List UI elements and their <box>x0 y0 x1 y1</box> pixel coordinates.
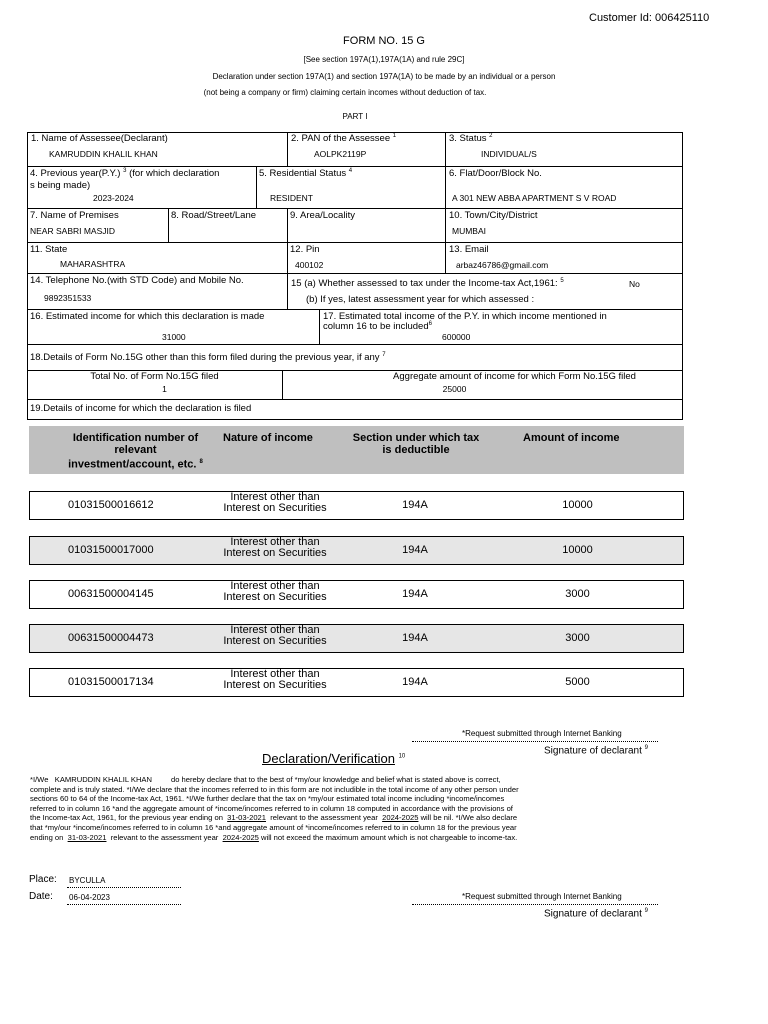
place-line <box>67 887 181 888</box>
row-id: 01031500016612 <box>68 499 154 511</box>
header-amount: Amount of income <box>523 432 620 444</box>
field-14-label: 14. Telephone No.(with STD Code) and Mobile No. <box>30 275 244 286</box>
verification-text: *I/We KAMRUDDIN KHALIL KHAN do hereby declare that to the best of *my/our knowledge and belief what is stated above is correct, complete and is truly stated. *I/We declare that the incomes referred to in this form are not includible in the total income of any other person under sections 60 to 64 of the Income-tax Act, 1961. *I/We further declare that the tax on *my/our estimated total income including *income/incomes referred to in column 16 *and the aggregate amount of *income/incomes referred to in column 18 computed in accordance with the provisions of the Income-tax Act, 1961, for the previous year ending on 31-03-2021 relevant to the assessment year 2024-2025 will be nil. *I/We also declare that *my/our *income/incomes referred to in column 16 *and aggregate amount of *income/incomes referred to in column 18 for the previous year ending on 31-03-2021 relevant to the assessment year 2024-2025 will not exceed the maximum amount which is not chargeable to income-tax. <box>30 775 519 842</box>
signature-label-1: Signature of declarant $^9$ <box>544 745 648 757</box>
customer-id-value: 006425110 <box>655 12 710 24</box>
row-amount: 3000 <box>565 632 590 644</box>
field-16-label: 16. Estimated income for which this declaration is made <box>30 311 265 322</box>
assessed-to-tax-value: No <box>629 279 640 289</box>
field-7-label: 7. Name of Premises <box>30 210 119 221</box>
estimated-total-income: 600000 <box>442 332 471 342</box>
header-section: Section under which tax is deductible <box>352 432 480 456</box>
field-4-label: 4. Previous year(P.Y.) $^3$ (for which declaration <box>30 168 220 180</box>
residential-status: RESIDENT <box>270 193 313 203</box>
place-label: Place: <box>29 874 57 885</box>
row-id: 00631500004145 <box>68 588 154 600</box>
request-note-2: *Request submitted through Internet Banking <box>462 892 622 901</box>
field-9-label: 9. Area/Locality <box>290 210 355 221</box>
field-6-label: 6. Flat/Door/Block No. <box>449 168 542 179</box>
pan-number: AOLPK2119P <box>314 149 367 159</box>
row-section: 194A <box>402 544 428 556</box>
pin-value: 400102 <box>295 260 324 270</box>
field-11-label: 11. State <box>30 244 68 255</box>
customer-id-label: Customer Id: <box>589 12 652 24</box>
field-2-label: 2. PAN of the Assessee $^1$ <box>291 133 397 145</box>
status-value: INDIVIDUAL/S <box>481 149 537 159</box>
field-18-label: 18.Details of Form No.15G other than this form filed during the previous year, if any $^7$ <box>30 352 386 364</box>
declaration-line-1: Declaration under section 197A(1) and section 197A(1A) to be made by an individual or a person <box>212 72 556 81</box>
town-city: MUMBAI <box>452 226 486 236</box>
row-amount: 10000 <box>562 544 593 556</box>
signature-line-1 <box>412 741 658 742</box>
telephone-value: 9892351533 <box>44 293 92 303</box>
field-18-aggregate-label: Aggregate amount of income for which Form No.15G filed <box>393 371 636 382</box>
flat-door-block: A 301 NEW ABBA APARTMENT S V ROAD <box>452 193 617 203</box>
declarant-name: KAMRUDDIN KHALIL KHAN <box>54 775 152 784</box>
form-title: FORM NO. 15 G <box>343 35 425 47</box>
table-row <box>29 580 684 609</box>
place-value: BYCULLA <box>69 876 106 885</box>
field-3-label: 3. Status $^2$ <box>449 133 493 145</box>
customer-id <box>589 12 709 24</box>
date-label: Date: <box>29 891 53 902</box>
verification-title: Declaration/Verification $^{10}$ <box>262 751 406 766</box>
row-id: 01031500017000 <box>68 544 154 556</box>
previous-year: 2023-2024 <box>93 193 134 203</box>
row-section: 194A <box>402 676 428 688</box>
field-15a-label: 15 (a) Whether assessed to tax under the Income-tax Act,1961: $^5$ <box>291 278 564 290</box>
row-id: 01031500017134 <box>68 676 154 688</box>
row-id: 00631500004473 <box>68 632 154 644</box>
income-table-header <box>29 426 684 474</box>
field-18-total-label: Total No. of Form No.15G filed <box>90 371 219 382</box>
header-identification: Identification number of relevant investment/account, etc. $^8$ <box>68 432 203 471</box>
signature-line-2 <box>412 904 658 905</box>
field-8-label: 8. Road/Street/Lane <box>171 210 257 221</box>
row-nature: Interest other than Interest on Securities <box>223 668 327 691</box>
row-nature: Interest other than Interest on Securities <box>223 536 327 559</box>
field-17-label: 17. Estimated total income of the P.Y. in which income mentioned in <box>323 311 607 322</box>
field-4-label-cont: s being made) <box>30 180 91 191</box>
request-note-1: *Request submitted through Internet Banking <box>462 729 622 738</box>
field-12-label: 12. Pin <box>290 244 320 255</box>
field-18-total-value: 1 <box>162 384 167 394</box>
field-15b-label: (b) If yes, latest assessment year for which assessed : <box>306 294 535 305</box>
row-nature: Interest other than Interest on Securities <box>223 491 327 514</box>
field-19-label: 19.Details of income for which the declaration is filed <box>30 403 252 414</box>
estimated-income: 31000 <box>162 332 186 342</box>
date-value: 06-04-2023 <box>69 893 110 902</box>
declaration-line-2: (not being a company or firm) claiming certain incomes without deduction of tax. <box>203 88 487 97</box>
row-amount: 10000 <box>562 499 593 511</box>
signature-label-2: Signature of declarant $^9$ <box>544 908 648 920</box>
header-nature: Nature of income <box>223 432 313 444</box>
row-amount: 5000 <box>565 676 590 688</box>
row-amount: 3000 <box>565 588 590 600</box>
row-nature: Interest other than Interest on Securities <box>223 580 327 603</box>
field-1-label: 1. Name of Assessee(Declarant) <box>31 133 168 144</box>
assessee-name: KAMRUDDIN KHALIL KHAN <box>49 149 158 159</box>
email-value: arbaz46786@gmail.com <box>456 260 549 270</box>
table-row <box>29 624 684 653</box>
table-row <box>29 668 684 697</box>
part-heading: PART I <box>342 112 368 121</box>
section-reference: [See section 197A(1),197A(1A) and rule 29C] <box>303 55 465 64</box>
table-row <box>29 491 684 520</box>
table-row <box>29 536 684 565</box>
field-18-aggregate-value: 25000 <box>442 384 467 394</box>
field-5-label: 5. Residential Status $^4$ <box>259 168 353 180</box>
field-13-label: 13. Email <box>449 244 489 255</box>
row-section: 194A <box>402 588 428 600</box>
field-17-label-cont: column 16 to be included$^6$ <box>323 321 432 333</box>
date-line <box>67 904 181 905</box>
row-section: 194A <box>402 632 428 644</box>
row-section: 194A <box>402 499 428 511</box>
premises-name: NEAR SABRI MASJID <box>30 226 116 236</box>
field-10-label: 10. Town/City/District <box>449 210 538 221</box>
row-nature: Interest other than Interest on Securities <box>223 624 327 647</box>
state-value: MAHARASHTRA <box>60 259 126 269</box>
